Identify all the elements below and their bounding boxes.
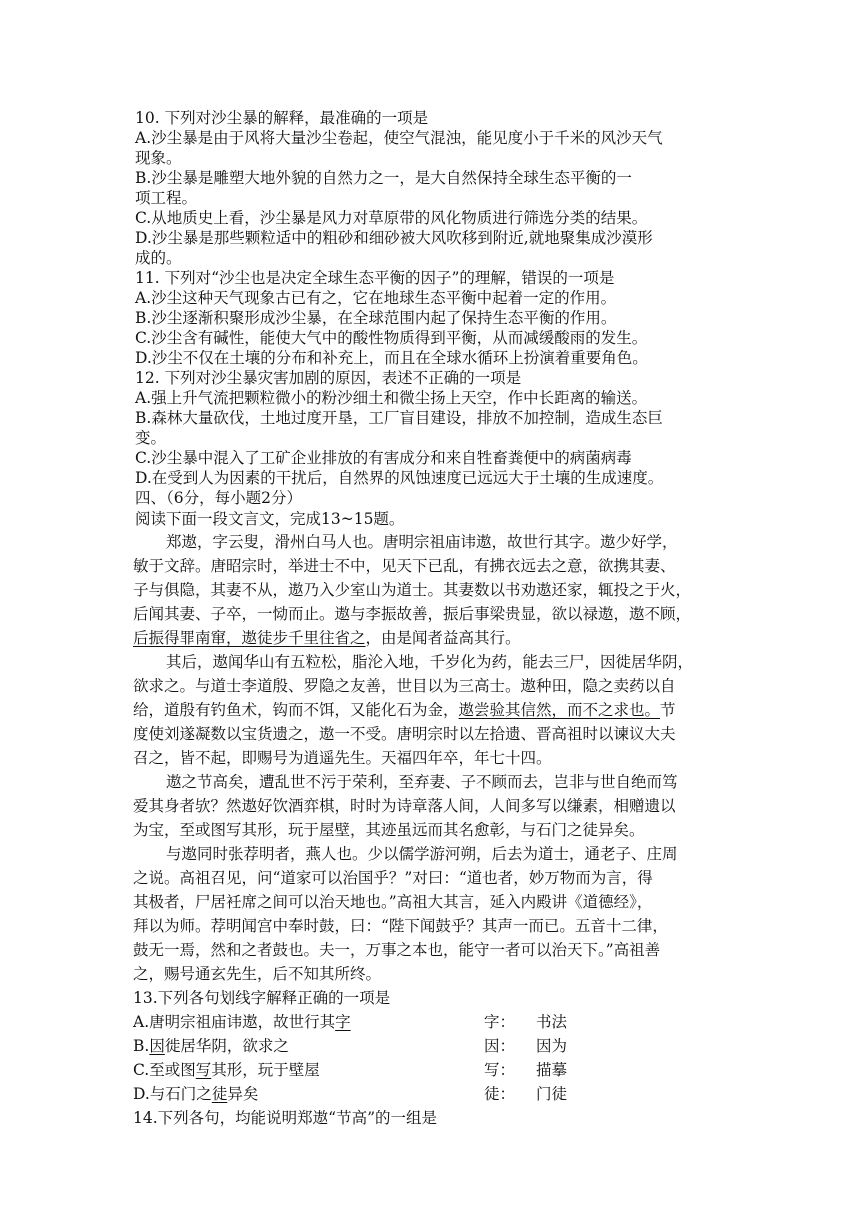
passage-line: 之，赐号通玄先生，后不知其所终。 (133, 965, 382, 983)
q13-option-a-char: 字： (484, 1013, 516, 1031)
q10-option-a-cont: 现象。 (135, 149, 182, 167)
q11-option-b: B.沙尘逐渐积聚形成沙尘暴，在全球范围内起了保持生态平衡的作用。 (135, 309, 617, 327)
section-instruction: 阅读下面一段文言文，完成13~15题。 (135, 510, 405, 528)
q13-option-a-gloss: 书法 (536, 1013, 568, 1031)
q11-option-d: D.沙尘不仅在土壤的分布和补充上，而且在全球水循环上扮演着重要角色。 (135, 349, 648, 367)
q11-stem: 11. 下列对“沙尘也是决定全球生态平衡的因子”的理解，错误的一项是 (135, 269, 615, 287)
underlined-sentence: 遨尝验其信然，而不之求也。 (458, 701, 661, 719)
passage-line: 其后，遨闻华山有五粒松，脂沦入地，千岁化为药，能去三尸，因徙居华阴， (166, 653, 694, 671)
q10-option-b: B.沙尘暴是雕塑大地外貌的自然力之一，是大自然保持全球生态平衡的一 (135, 169, 632, 187)
passage-line: 与遨同时张荐明者，燕人也。少以儒学游河朔，后去为道士，通老子、庄周 (166, 845, 678, 863)
passage-line: 拜以为师。荐明闻宫中奉时鼓，曰：“陛下闻鼓乎？其声一而已。五音十二律， (133, 917, 668, 935)
passage-line: 后闻其妻、子卒，一恸而止。遨与李振故善，振后事梁贵显，欲以禄遨，遨不顾， (133, 605, 692, 623)
q12-option-c: C.沙尘暴中混入了工矿企业排放的有害成分和来自牲畜粪便中的病菌病毒 (135, 449, 632, 467)
q12-option-b: B.森林大量砍伐，土地过度开垦，工厂盲目建设，排放不加控制，造成生态巨 (135, 409, 663, 427)
passage-line: 遨之节高矣，遭乱世不污于荣利，至弃妻、子不顾而去，岂非与世自绝而笃 (166, 773, 678, 791)
passage-line: 其极者，尸居衽席之间可以治天地也。”高祖大其言，延入内殿讲《道德经》， (133, 893, 653, 911)
passage-line (133, 628, 521, 648)
q13-option-d-gloss: 门徒 (536, 1085, 568, 1103)
q13-stem: 13.下列各句划线字解释正确的一项是 (133, 989, 391, 1007)
q13-option-d-char: 徒： (484, 1085, 516, 1103)
underlined-char: 徒 (211, 1085, 228, 1103)
passage-line: 鼓无一焉，然和之者鼓也。夫一，万事之本也，能守一者可以治天下。”高祖善 (133, 941, 661, 959)
passage-line: 爱其身者欤？然遨好饮酒弈棋，时时为诗章落人间，人间多写以缣素，相赠遗以 (133, 797, 676, 815)
q13-option-b: B.因徙居华阴，欲求之 (133, 1037, 289, 1055)
passage-line: 之说。高祖召见，问“道家可以治国乎？”对曰：“道也者，妙万物而为言，得 (133, 869, 653, 887)
q10-stem: 10. 下列对沙尘暴的解释，最准确的一项是 (135, 109, 429, 127)
q11-option-c: C.沙尘含有碱性，能使大气中的酸性物质得到平衡，从而减缓酸雨的发生。 (135, 329, 648, 347)
passage-text: 节 (660, 701, 676, 719)
passage-line: 为宝，至或图写其形，玩于屋壁，其迹虽远而其名愈彰，与石门之徒异矣。 (133, 821, 645, 839)
underlined-char: 因 (149, 1037, 165, 1055)
passage-line: 子与俱隐，其妻不从，遨乃入少室山为道士。其妻数以书劝遨还家，辄投之于火， (133, 581, 692, 599)
passage-line: 郑遨，字云叟，滑州白马人也。唐明宗祖庙讳遨，故世行其字。遨少好学， (166, 533, 678, 551)
section-heading: 四、（6分，每小题2分） (135, 489, 302, 507)
q10-option-c: C.从地质史上看，沙尘暴是风力对草原带的风化物质进行筛选分类的结果。 (135, 209, 648, 227)
q13-option-b-char: 因： (484, 1037, 516, 1055)
q11-option-a: A.沙尘这种天气现象古已有之，它在地球生态平衡中起着一定的作用。 (135, 289, 617, 307)
q13-option-d: D.与石门之徒异矣 (133, 1085, 259, 1103)
passage-line: 欲求之。与道士李道殷、罗隐之友善，世目以为三高士。遨种田，隐之卖药以自 (133, 677, 676, 695)
passage-text: 给，道殷有钓鱼术，钩而不饵，又能化石为金， (133, 701, 459, 719)
q10-option-b-cont: 项工程。 (135, 189, 198, 207)
passage-text: ，由是闻者益高其行。 (365, 629, 521, 647)
passage-line (133, 700, 676, 720)
underlined-sentence: 后振得罪南窜，遨徒步千里往省之 (133, 629, 366, 647)
q12-option-d: D.在受到人为因素的干扰后，自然界的风蚀速度已远远大于土壤的生成速度。 (135, 469, 664, 487)
q12-stem: 12. 下列对沙尘暴灾害加剧的原因，表述不正确的一项是 (135, 369, 522, 387)
q13-option-c-char: 写： (484, 1061, 516, 1079)
q10-option-a: A.沙尘暴是由于风将大量沙尘卷起，使空气混浊，能见度小于千米的风沙天气 (135, 129, 663, 147)
q14-stem: 14.下列各句，均能说明郑遨“节高”的一组是 (133, 1109, 437, 1127)
passage-line: 召之，皆不起，即赐号为逍遥先生。天福四年卒，年七十四。 (133, 749, 552, 767)
q13-option-c: C.至或图写其形，玩于壁屋 (133, 1061, 320, 1079)
q13-option-a: A.唐明宗祖庙讳遨，故世行其字 (133, 1013, 351, 1031)
underlined-char: 写 (195, 1061, 212, 1079)
q10-option-d: D.沙尘暴是那些颗粒适中的粗砂和细砂被大风吹移到附近,就地聚集成沙漠形 (135, 229, 653, 247)
q13-option-c-gloss: 描摹 (536, 1061, 568, 1079)
q10-option-d-cont: 成的。 (135, 249, 182, 267)
underlined-char: 字 (335, 1013, 351, 1031)
passage-line: 度使刘遂凝数以宝货遗之，遨一不受。唐明宗时以左拾遗、晋高祖时以谏议大夫 (133, 725, 676, 743)
passage-line: 敏于文辞。唐昭宗时，举进士不中，见天下已乱，有拂衣远去之意，欲携其妻、 (133, 557, 676, 575)
q13-option-b-gloss: 因为 (536, 1037, 568, 1055)
q12-option-b-cont: 变。 (135, 429, 167, 447)
q12-option-a: A.强上升气流把颗粒微小的粉沙细土和微尘扬上天空，作中长距离的输送。 (135, 389, 648, 407)
